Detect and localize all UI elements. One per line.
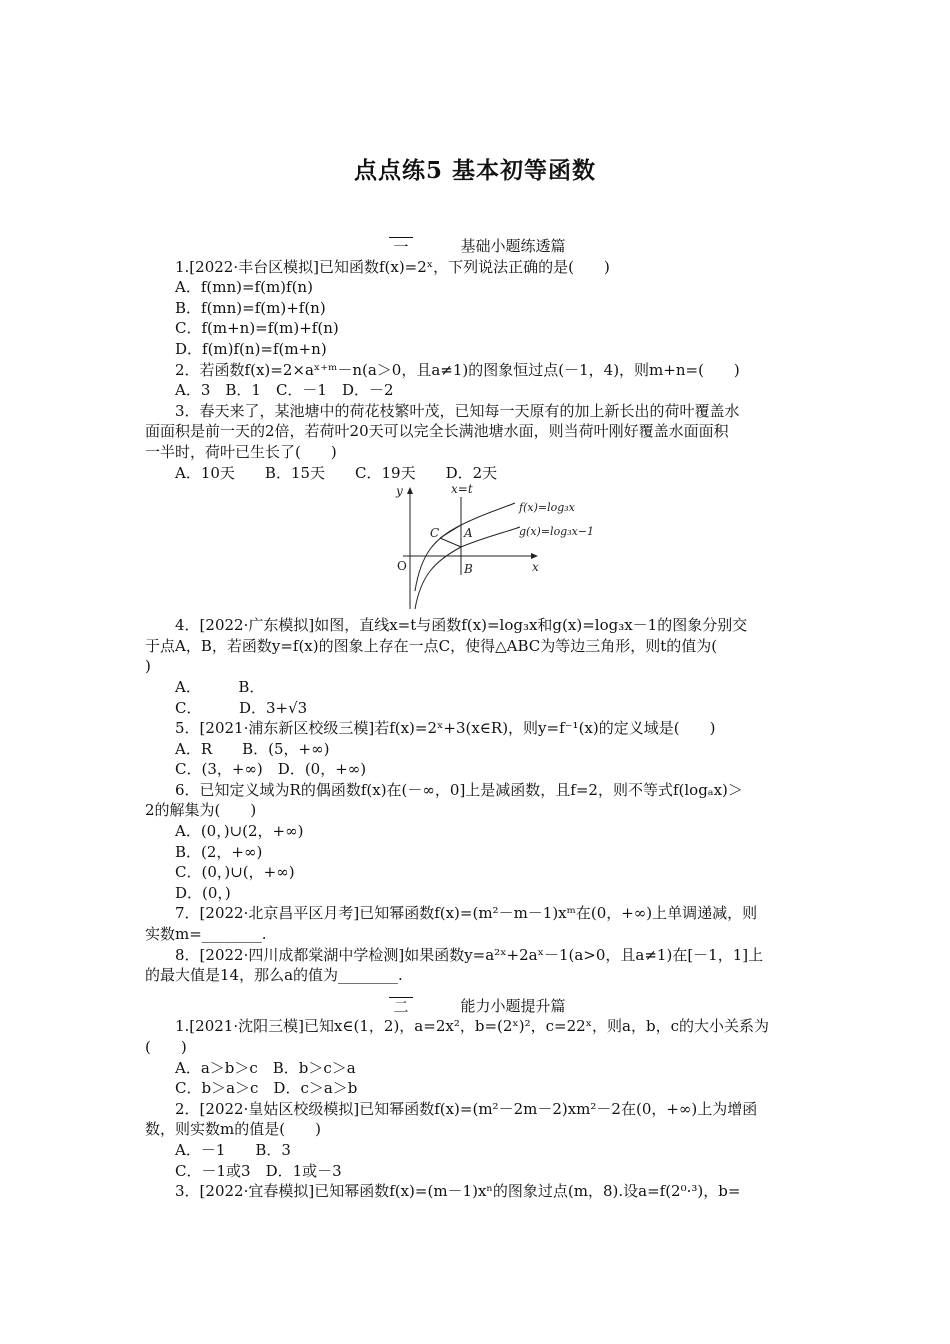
page-title: 点点练5 基本初等函数 xyxy=(353,157,596,184)
question-text: 面面积是前一天的2倍，若荷叶20天可以完全长满池塘水面，则当荷叶刚好覆盖水面面积 xyxy=(145,422,729,441)
options-row: C．b＞a＞c D．c＞a＞b xyxy=(175,1079,358,1098)
section-title: 基础小题练透篇 xyxy=(460,237,566,255)
options-row: A． B． xyxy=(175,677,265,696)
question-text: 一半时，荷叶已生长了( ) xyxy=(145,442,337,461)
option-d: D．(0，) xyxy=(175,883,231,902)
option-b: B．(2，+∞) xyxy=(175,842,263,861)
question-5: 5．[2021·浦东新区校级三模]若f(x)=2ˣ+3(x∈R)，则y=f⁻¹(x)的定义域是( ) xyxy=(175,719,716,738)
question-8: 8．[2022·四川成都棠湖中学检测]如果函数y=a²ˣ+2aˣ－1(a>0，且a≠1)在[－1，1]上 xyxy=(175,945,764,964)
y-label: y xyxy=(396,484,403,499)
options-row: A．3 B．1 C．－1 D．－2 xyxy=(175,381,394,400)
f-curve xyxy=(415,503,515,591)
options-row: A．－1 B．3 xyxy=(175,1140,291,1159)
f-label: f(x)=log₃x xyxy=(519,501,575,515)
x-label: x xyxy=(532,560,539,575)
question-text: 的最大值是14，那么a的值为________. xyxy=(145,966,403,985)
question-7: 7．[2022·北京昌平区月考]已知幂函数f(x)=(m²－m－1)xᵐ在(0，+∞)上单调递减，则 xyxy=(175,904,758,923)
options-row: A．R B．(5，+∞) xyxy=(175,739,330,758)
section-header-1 xyxy=(145,236,810,257)
options-row: C． D．3+√3 xyxy=(175,698,308,717)
triangle-abc xyxy=(440,525,461,547)
question-text: ) xyxy=(145,657,151,676)
option-d: D．f(m)f(n)=f(m+n) xyxy=(175,339,327,358)
question-4: 4．[2022·广东模拟]如图，直线x=t与函数f(x)=log₃x和g(x)=log₃x－1的图象分别交 xyxy=(175,616,748,635)
options-row: A．10天 B．15天 C．19天 D．2天 xyxy=(175,463,498,482)
question-6: 6．已知定义域为R的偶函数f(x)在(－∞，0]上是减函数，且f=2，则不等式f(logₐx)＞ xyxy=(175,780,743,799)
question-1: 1.[2021·沈阳三模]已知x∈(1，2)，a=2x²，b=(2ˣ)²，c=22ˣ，则a，b，c的大小关系为 xyxy=(175,1017,769,1036)
question-3: 3．春天来了，某池塘中的荷花枝繁叶茂，已知每一天原有的加上新长出的荷叶覆盖水 xyxy=(175,401,740,420)
question-2: 2．[2022·皇姑区校级模拟]已知幂函数f(x)=(m²－2m－2)xm²－2在(0，+∞)上为增函 xyxy=(175,1099,758,1118)
point-c: C xyxy=(430,526,440,541)
question-text: 数，则实数m的值是( ) xyxy=(145,1120,321,1139)
option-b: B．f(mn)=f(m)+f(n) xyxy=(175,298,326,317)
section-header-2 xyxy=(145,996,810,1017)
options-row: C．(3，+∞) D．(0，+∞) xyxy=(175,760,367,779)
question-3: 3．[2022·宜春模拟]已知幂函数f(x)=(m－1)xⁿ的图象过点(m，8).设a=f(2⁰·³)，b= xyxy=(175,1182,741,1201)
option-c: C．f(m+n)=f(m)+f(n) xyxy=(175,319,339,338)
g-label: g(x)=log₃x−1 xyxy=(519,525,595,539)
log-graph xyxy=(385,483,605,611)
y-arrow xyxy=(407,487,413,494)
point-b: B xyxy=(464,562,473,577)
option-c: C．(0，)∪(，+∞) xyxy=(175,863,295,882)
section-number: 二 xyxy=(389,997,412,1016)
section-title: 能力小题提升篇 xyxy=(460,996,566,1015)
document-body xyxy=(145,236,810,1202)
origin-label: O xyxy=(397,559,407,574)
question-text: 于点A，B，若函数y=f(x)的图象上存在一点C，使得△ABC为等边三角形，则t的值为( xyxy=(145,636,718,655)
question-text: 2的解集为( ) xyxy=(145,801,257,820)
point-a: A xyxy=(464,526,473,541)
line-label: x=t xyxy=(451,483,473,497)
function-graph-figure xyxy=(145,483,810,615)
question-2: 2．若函数f(x)=2×aˣ⁺ᵐ－n(a＞0，且a≠1)的图象恒过点(－1，4)，则m+n=( ) xyxy=(175,360,740,379)
options-row: C．－1或3 D．1或－3 xyxy=(175,1161,342,1180)
x-arrow xyxy=(531,553,538,559)
options-row: A．a＞b＞c B．b＞c＞a xyxy=(175,1058,356,1077)
question-text: 实数m=________. xyxy=(145,925,267,944)
section-number: 一 xyxy=(389,237,412,256)
option-a: A．(0，)∪(2，+∞) xyxy=(175,822,304,841)
question-text: ( ) xyxy=(145,1038,187,1056)
question-1: 1.[2022·丰台区模拟]已知函数f(x)=2ˣ，下列说法正确的是( ) xyxy=(175,257,610,276)
option-a: A．f(mn)=f(m)f(n) xyxy=(175,278,313,297)
